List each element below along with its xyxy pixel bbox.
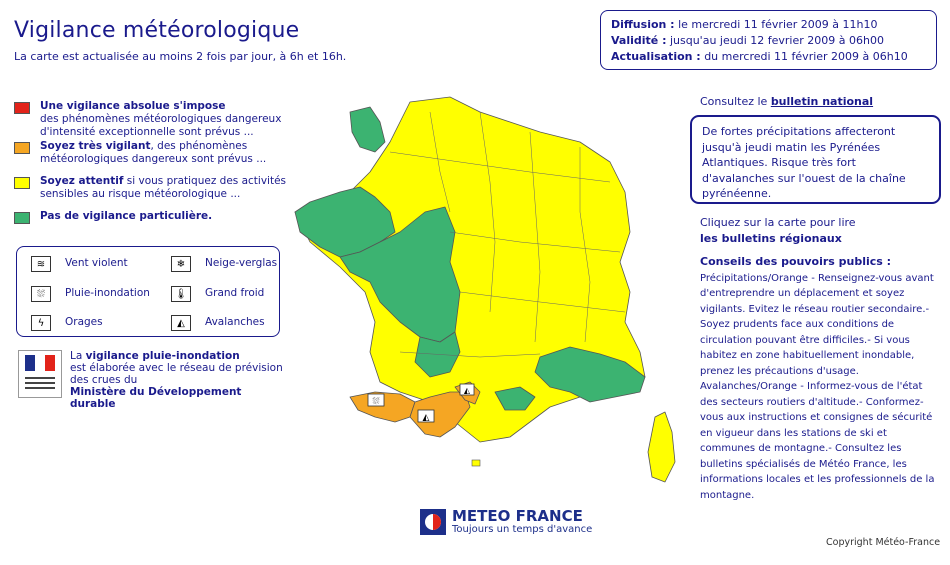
orange-swatch: [14, 142, 30, 154]
thermometer-icon: 🌡: [171, 286, 191, 302]
wind-icon: ≋: [31, 256, 51, 272]
actualisation-label: Actualisation :: [611, 50, 701, 63]
legend-orange-text: , des phénomènes météorologiques dangereux sont prévus ...: [40, 140, 267, 165]
regional-bulletins-link[interactable]: les bulletins régionaux: [700, 232, 842, 245]
public-advice: [700, 254, 940, 503]
risk-avalanches-label: Avalanches: [205, 316, 265, 328]
regional-bulletins-line: [700, 215, 856, 247]
pluie-note-mid: est élaborée avec le réseau de prévision des crues du: [70, 362, 283, 386]
advice-title: Conseils des pouvoirs publics :: [700, 255, 892, 268]
logo-tagline: Toujours un temps d'avance: [452, 524, 593, 535]
advice-text: Précipitations/Orange - Renseignez-vous avant d'entreprendre un déplacement et soyez vigilants. Evitez le réseau routier secondaire.- Soyez prudents face aux conditions de circulation pouvant être difficiles.- Si vous habitez en zone habituellement inondable, prenez les précautions d'usage. Avalanches/Orange - Informez-vous de l'état des secteurs routiers d'altitude.- Conformez-vous aux instructions et consignes de sécurité en vigueur dans les stations de ski et communes de montagne.- Consultez les bulletins spécialisés de Météo France, les informations locales et les professionnels de la montagne.: [700, 272, 935, 501]
legend-red-title: Une vigilance absolue s'impose: [40, 100, 226, 112]
legend-yellow-text: si vous pratiquez des activités sensibles au risque météorologique ...: [40, 175, 287, 200]
red-swatch: [14, 102, 30, 114]
bulletin-national-line: [700, 95, 873, 108]
lightning-icon: ϟ: [31, 315, 51, 331]
pluie-note-bold1: vigilance pluie-inondation: [85, 350, 240, 362]
svg-text:⛆: ⛆: [372, 397, 380, 407]
avalanche-icon: ◭: [171, 315, 191, 331]
yellow-swatch: [14, 177, 30, 189]
snow-ice-icon: ❄: [171, 256, 191, 272]
actualisation-value: du mercredi 11 février 2009 à 06h10: [704, 50, 908, 63]
risk-types-box: [16, 246, 280, 337]
svg-text:◭: ◭: [463, 386, 471, 395]
page-title: Vigilance météorologique: [14, 18, 300, 43]
logo-name: METEO FRANCE: [452, 507, 583, 525]
validite-value: jusqu'au jeudi 12 fevrier 2009 à 06h00: [669, 34, 884, 47]
risk-vent-label: Vent violent: [65, 257, 128, 269]
click-map-text: Cliquez sur la carte pour lire: [700, 216, 856, 229]
legend-orange-title: Soyez très vigilant: [40, 140, 151, 152]
map-pluie-icon: [368, 394, 384, 407]
pluie-note-bold2[interactable]: Ministère du Développement durable: [70, 386, 242, 410]
risk-froid-label: Grand froid: [205, 287, 265, 299]
pluie-note-pre: La: [70, 350, 86, 362]
page-subtitle: La carte est actualisée au moins 2 fois par jour, à 6h et 16h.: [14, 50, 347, 63]
map-corse[interactable]: [648, 412, 675, 482]
meteo-france-emblem-icon: [420, 509, 446, 535]
legend-green-title: Pas de vigilance particulière.: [40, 210, 213, 222]
svg-text:◭: ◭: [422, 413, 430, 423]
legend-red-text: des phénomènes météorologiques dangereux d'intensité exceptionnelle sont prévus ...: [40, 113, 282, 138]
map-avalanche-icon-2: [460, 384, 474, 395]
summary-box: De fortes précipitations affecteront jusqu'à jeudi matin les Pyrénées Atlantiques. Risque très fort d'avalanches sur l'ouest de la chaîne pyrénéenne.: [690, 115, 941, 204]
map-green-normandie[interactable]: [350, 107, 385, 152]
risk-pluie-label: Pluie-inondation: [65, 287, 150, 299]
diffusion-label: Diffusion :: [611, 18, 675, 31]
diffusion-value: le mercredi 11 février 2009 à 11h10: [678, 18, 878, 31]
green-swatch: [14, 212, 30, 224]
bulletin-national-link[interactable]: bulletin national: [770, 95, 874, 108]
republique-francaise-logo: [18, 350, 62, 398]
validite-label: Validité :: [611, 34, 667, 47]
map-avalanche-icon: [418, 410, 434, 423]
copyright: Copyright Météo-France: [826, 537, 941, 548]
france-vigilance-map[interactable]: [280, 92, 690, 492]
map-andorre[interactable]: [472, 460, 480, 466]
rain-flood-icon: ⛆: [31, 286, 51, 302]
consult-prefix: Consultez le: [700, 95, 771, 108]
legend-yellow-title: Soyez attentif: [40, 175, 124, 187]
risk-orages-label: Orages: [65, 316, 103, 328]
bulletin-info-box: [600, 10, 937, 70]
risk-neige-label: Neige-verglas: [205, 257, 278, 269]
